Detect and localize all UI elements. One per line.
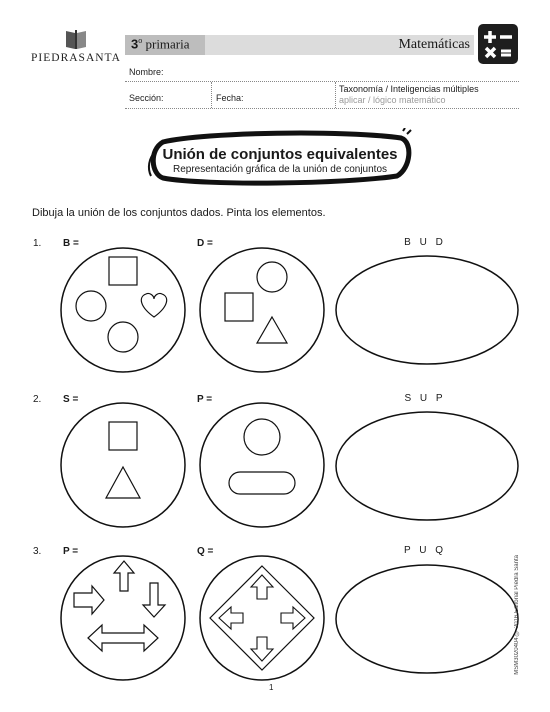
circle-element[interactable] (76, 291, 106, 321)
set-s-diagram (58, 400, 188, 530)
grade-number: 3 (131, 36, 139, 52)
arrow-double-element[interactable] (88, 625, 158, 651)
set-b-label: Q = (197, 546, 214, 557)
triangle-element[interactable] (106, 467, 140, 498)
set-q-diagram (197, 553, 327, 683)
square-element[interactable] (109, 422, 137, 450)
set-a-label: P = (63, 546, 79, 557)
union-label: B U D (404, 237, 446, 248)
name-label: Nombre: (129, 67, 164, 77)
set-b-label: D = (197, 238, 213, 249)
set-p-arrows-diagram (58, 553, 188, 683)
square-element[interactable] (225, 293, 253, 321)
exercise-number: 1. (33, 238, 42, 249)
union-label: S U P (404, 393, 446, 404)
union-label: P U Q (403, 545, 447, 556)
page-number: 1 (269, 683, 274, 692)
set-a-label: B = (63, 238, 79, 249)
grade-word: primaria (145, 36, 190, 52)
arrow-right-element[interactable] (281, 607, 305, 629)
date-label: Fecha: (216, 93, 244, 103)
arrow-up-element[interactable] (114, 561, 134, 591)
grade-ordinal: o (138, 36, 143, 45)
triangle-element[interactable] (257, 317, 287, 343)
exercise-number: 3. (33, 546, 42, 557)
set-b-diagram (58, 245, 188, 375)
arrow-left-element[interactable] (219, 607, 243, 629)
arrow-up-element[interactable] (251, 575, 273, 599)
set-p-diagram (197, 400, 327, 530)
brand-name: PIEDRASANTA (31, 52, 121, 64)
exercise-number: 2. (33, 394, 42, 405)
union-answer-oval[interactable] (333, 409, 521, 523)
square-element[interactable] (109, 257, 137, 285)
heart-element[interactable] (141, 293, 166, 317)
name-field-line[interactable] (125, 81, 519, 82)
circle-element[interactable] (244, 419, 280, 455)
arrow-down-element[interactable] (251, 637, 273, 661)
set-d-diagram (197, 245, 327, 375)
section-field-line[interactable] (125, 108, 519, 109)
set-a-label: S = (63, 394, 79, 405)
set-b-label: P = (197, 394, 213, 405)
circle-element[interactable] (108, 322, 138, 352)
arrow-down-element[interactable] (143, 583, 165, 617)
instruction-text: Dibuja la unión de los conjuntos dados. Pinta los elementos. (32, 207, 326, 219)
section-label: Sección: (129, 93, 164, 103)
book-logo-icon (64, 28, 88, 50)
circle-element[interactable] (257, 262, 287, 292)
footer-code: MSM3020404 © 2016 Editorial Piedra Santa (514, 555, 520, 675)
union-answer-oval[interactable] (333, 562, 521, 676)
field-divider (211, 82, 212, 108)
page-subtitle: Representación gráfica de la unión de conjuntos (172, 164, 388, 175)
taxonomy-sub: aplicar / lógico matemático (339, 95, 446, 105)
taxonomy-block (339, 84, 479, 106)
taxonomy-label: Taxonomía / Inteligencias múltiples (339, 84, 479, 94)
union-answer-oval[interactable] (333, 253, 521, 367)
field-divider (335, 82, 336, 108)
publisher-logo (30, 28, 122, 80)
grade-label (131, 36, 190, 52)
math-operations-icon (478, 24, 518, 64)
rounded-rectangle-element[interactable] (229, 472, 295, 494)
subject-title: Matemáticas (398, 37, 470, 52)
diamond-element[interactable] (210, 566, 314, 670)
arrow-right-element[interactable] (74, 586, 104, 614)
page-title: Unión de conjuntos equivalentes (162, 146, 398, 163)
